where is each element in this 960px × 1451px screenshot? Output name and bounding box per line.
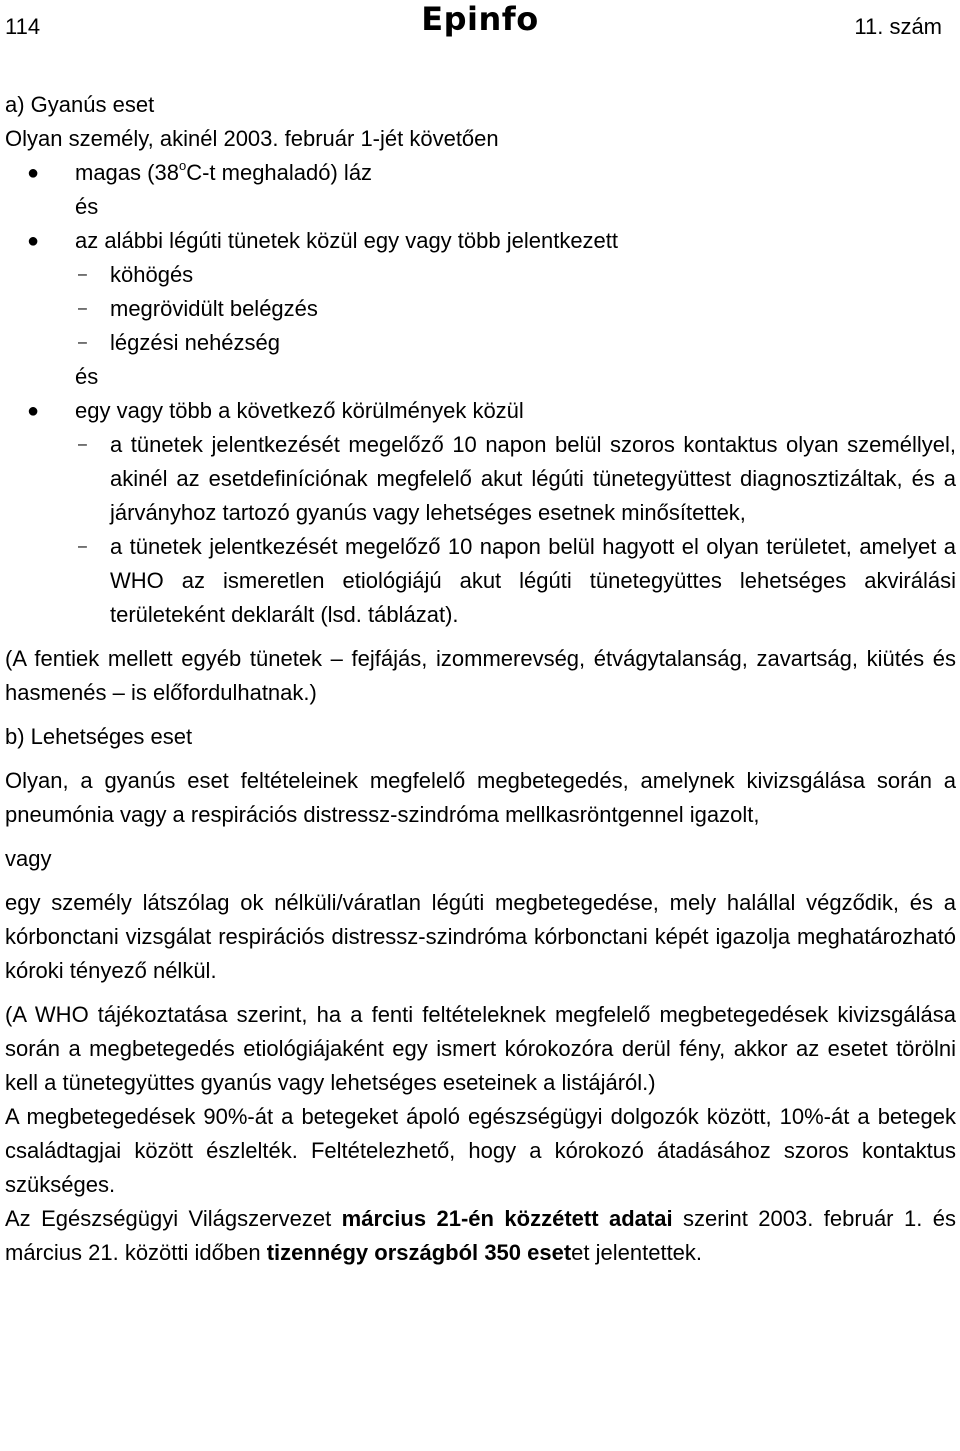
conjunction: és <box>75 194 99 219</box>
dash-icon: – <box>78 436 87 453</box>
paragraph: A megbetegedések 90%-át a betegeket ápoló egészségügyi dolgozók között, 10%-át a betegek családtagjai között észlelték. Feltételezhető, hogy a kórokozó átadásához szoros kontaktus szükséges. <box>5 1104 956 1197</box>
bullet-icon: ● <box>27 230 40 252</box>
section-b-title: b) Lehetséges eset <box>5 724 193 749</box>
conjunction: és <box>75 364 99 389</box>
paragraph: egy személy látszólag ok nélküli/váratlan légúti megbetegedése, mely halállal végződik, és a kórbonctani vizsgálat respirációs distressz-szindróma kórbonctani képét igazolja meghatározható kóroki tényező nélkül. <box>5 890 956 983</box>
dash-icon: – <box>78 538 87 555</box>
conjunction-or: vagy <box>5 846 52 871</box>
symptom-note: (A fentiek mellett egyéb tünetek – fejfájás, izommerevség, étvágytalanság, zavartság, kiütés és hasmenés – is előfordulhatnak.) <box>5 646 956 705</box>
bullet-icon: ● <box>27 162 40 184</box>
section-a-title: a) Gyanús eset <box>5 92 155 117</box>
paragraph: Olyan, a gyanús eset feltételeinek megfelelő megbetegedés, amelynek kivizsgálása során a pneumónia vagy a respirációs distressz-szindróma mellkasröntgennel igazolt, <box>5 768 956 827</box>
dash-item: – köhögés <box>5 258 956 292</box>
bullet-item: ● az alábbi légúti tünetek közül egy vagy több jelentkezett <box>5 224 956 258</box>
bullet-item: ● magas (38$^o$C-t meghaladó) láz <box>5 156 956 190</box>
bullet-item: ● egy vagy több a következő körülmények közül <box>5 394 956 428</box>
page-number: 114 <box>5 14 41 39</box>
journal-logo: Epinfo <box>421 0 539 38</box>
dash-icon: – <box>78 300 87 317</box>
section-a-intro: Olyan személy, akinél 2003. február 1-jét követően <box>5 126 499 151</box>
issue-number: 11. szám <box>854 14 942 39</box>
dash-item: – légzési nehézség <box>5 326 956 360</box>
dash-icon: – <box>78 334 87 351</box>
paragraph: Az Egészségügyi Világszervezet március 21-én közzétett adatai szerint 2003. február 1. és március 21. közötti időben tizennégy országból 350 esetet jelentettek. <box>5 1206 956 1265</box>
dash-item: – megrövidült belégzés <box>5 292 956 326</box>
bullet-icon: ● <box>27 400 40 422</box>
document-body <box>5 88 956 1270</box>
dash-item: – a tünetek jelentkezését megelőző 10 napon belül szoros kontaktus olyan személlyel, akinél az esetdefiníciónak megfelelő akut légúti tünetegyüttest diagnosztizáltak, és a járványhoz tartozó gyanús vagy lehetséges esetnek minősítettek, <box>5 428 956 530</box>
dash-icon: – <box>78 266 87 283</box>
paragraph: (A WHO tájékoztatása szerint, ha a fenti feltételeknek megfelelő megbetegedések kivizsgálása során a megbetegedés etiológiájaként egy ismert kórokozóra derül fény, akkor az esetet törölni kell a tünetegyüttes gyanús vagy lehetséges eseteinek a listájáról.) <box>5 1002 956 1095</box>
dash-item: – a tünetek jelentkezését megelőző 10 napon belül hagyott el olyan területet, amelyet a WHO az ismeretlen etiológiájú akut légúti tünetegyüttes lehetséges akvirálási területeként deklarált (lsd. táblázat). <box>5 530 956 632</box>
page-header <box>0 2 960 46</box>
